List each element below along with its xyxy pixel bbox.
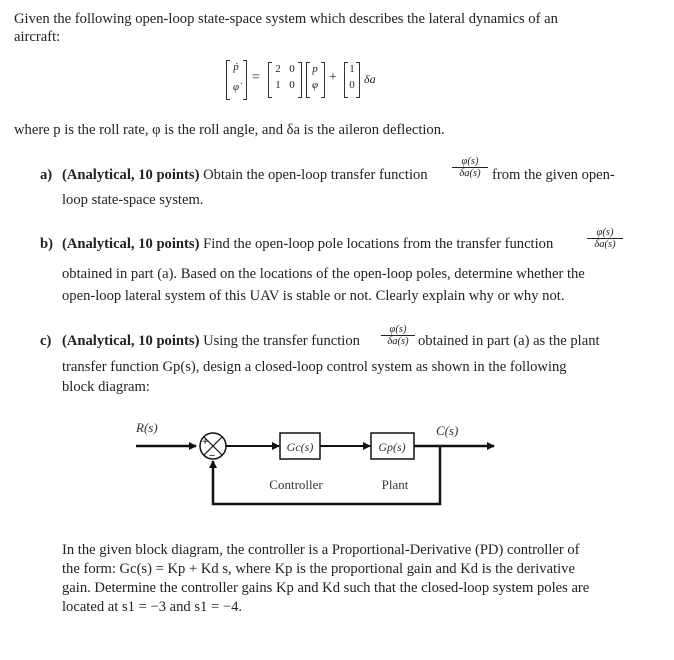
part-c-line-2: transfer function Gp(s), design a closed-loop control system as shown in the following	[62, 359, 567, 375]
part-a-line-1	[62, 166, 428, 185]
block-diagram	[0, 415, 674, 520]
matrix-a-21: 1	[275, 79, 281, 91]
part-c-line-3: block diagram:	[62, 379, 150, 395]
plant-caption: Plant	[381, 477, 409, 492]
where-text: where p is the roll rate, φ is the roll angle, and δa is the aileron deflection.	[14, 122, 445, 138]
part-b-transfer-function	[587, 227, 623, 250]
part-c-label: c)	[40, 333, 52, 349]
part-a-transfer-function	[452, 156, 488, 179]
part-b-line-2: obtained in part (a). Based on the locations of the open-loop poles, determine whether the	[62, 266, 585, 282]
part-b-text-1: Find the open-loop pole locations from the transfer function	[203, 236, 554, 252]
controller-block-label: Gc(s)	[286, 440, 314, 454]
tf-numerator: φ(s)	[587, 227, 623, 239]
part-c-text-2: obtained in part (a) as the plant	[418, 333, 600, 349]
plus-sign: +	[202, 436, 209, 448]
tf-numerator: φ(s)	[381, 324, 415, 336]
minus-sign: −	[209, 450, 216, 462]
bracket-right	[298, 62, 302, 98]
plus-sign: +	[329, 70, 337, 85]
tf-numerator: φ(s)	[452, 156, 488, 168]
bracket-right	[243, 60, 247, 100]
part-b-label: b)	[40, 236, 53, 252]
equals-sign: =	[252, 70, 260, 85]
bracket-right	[356, 62, 360, 98]
part-b-line-3: open-loop lateral system of this UAV is stable or not. Clearly explain why or why not.	[62, 288, 565, 304]
closing-line-2: the form: Gc(s) = Kp + Kd s, where Kp is the proportional gain and Kd is the derivative	[62, 561, 575, 577]
state-derivative-top: ṗ	[233, 61, 239, 73]
tf-denominator: δa(s)	[594, 239, 616, 250]
part-c-text-1: Using the transfer function	[203, 333, 360, 349]
input-delta-a: δa	[364, 72, 376, 86]
part-b-line-1	[62, 235, 553, 254]
output-label: C(s)	[436, 423, 459, 438]
part-c-line-1	[62, 332, 360, 351]
intro-line-1: Given the following open-loop state-space system which describes the lateral dynamics of an	[14, 11, 558, 27]
bracket-right	[321, 62, 325, 98]
state-derivative-bottom: φ̇	[232, 81, 240, 93]
closing-line-1: In the given block diagram, the controller is a Proportional-Derivative (PD) controller of	[62, 542, 580, 558]
matrix-b-1: 1	[349, 63, 355, 75]
matrix-b-2: 0	[349, 79, 355, 91]
tf-denominator: δa(s)	[459, 168, 481, 179]
matrix-a-11: 2	[275, 63, 281, 75]
matrix-a-12: 0	[289, 63, 295, 75]
part-a-label: a)	[40, 167, 53, 183]
plant-block-label: Gp(s)	[378, 440, 406, 454]
input-label: R(s)	[136, 420, 158, 435]
state-top: p	[312, 63, 318, 75]
part-a-text-1: Obtain the open-loop transfer function	[203, 167, 428, 183]
part-a-line-2: loop state-space system.	[62, 192, 204, 208]
part-a-header: (Analytical, 10 points)	[62, 167, 200, 183]
closing-line-3: gain. Determine the controller gains Kp and Kd such that the closed-loop system poles are	[62, 580, 590, 596]
intro-line-2: aircraft:	[14, 29, 61, 45]
closing-line-4: located at s1 = −3 and s1 = −4.	[62, 599, 243, 615]
state-bottom: φ	[311, 79, 319, 91]
part-c-header: (Analytical, 10 points)	[62, 333, 200, 349]
matrix-a-22: 0	[289, 79, 295, 91]
part-a-text-2: from the given open-	[492, 167, 615, 183]
part-b-header: (Analytical, 10 points)	[62, 236, 200, 252]
controller-caption: Controller	[269, 477, 323, 492]
part-c-transfer-function	[381, 324, 415, 347]
tf-denominator: δa(s)	[387, 336, 409, 347]
